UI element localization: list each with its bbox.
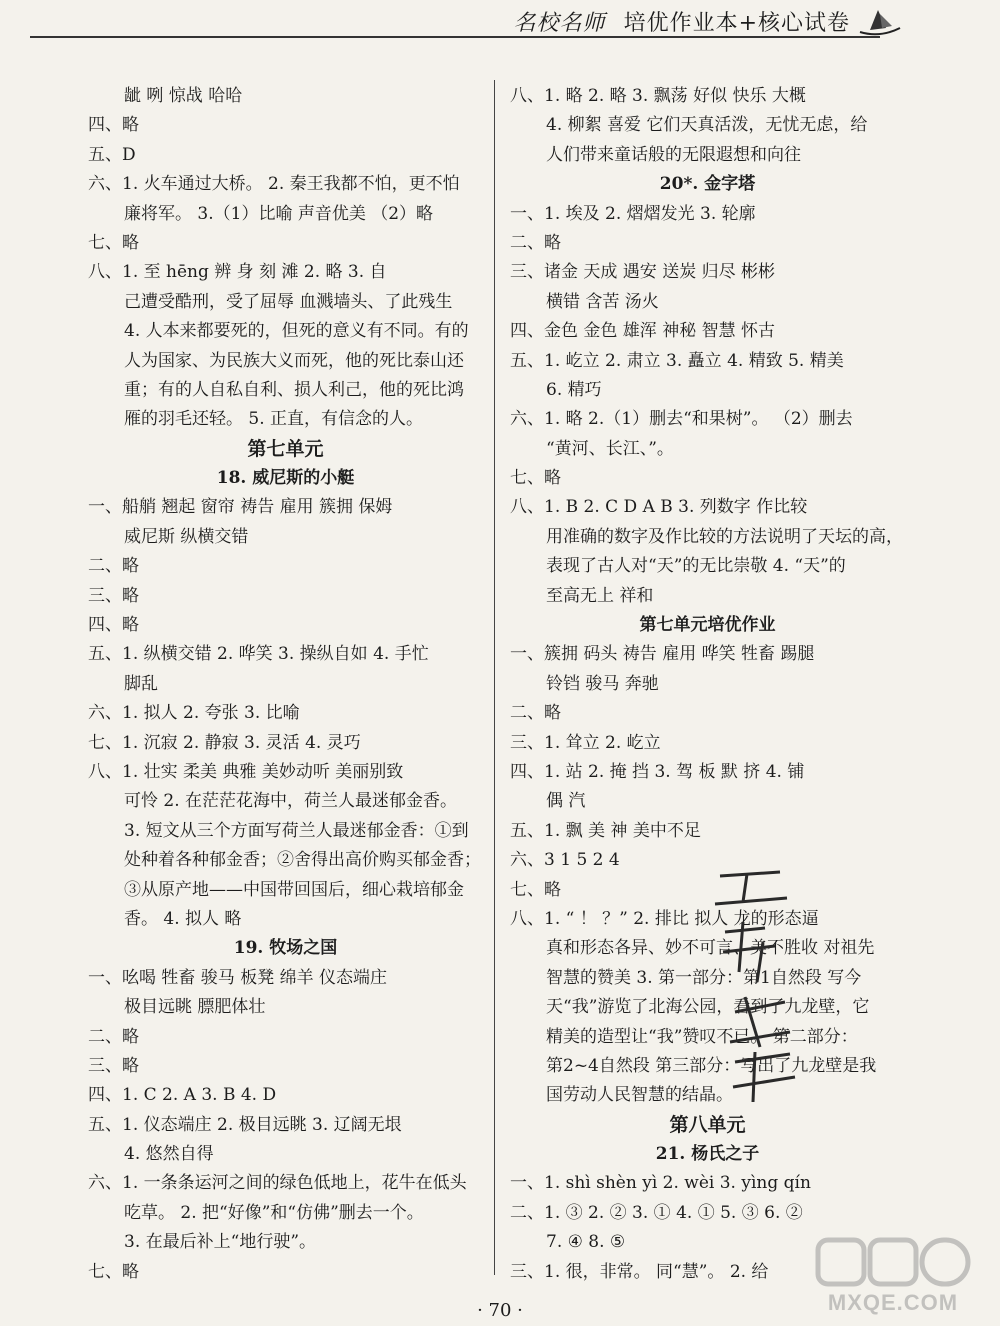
answer-line: 四、金色 金色 雄浑 神秘 智慧 怀古 [510, 321, 776, 342]
answer-line: 重；有的人自私自利、损人利己，他的死比鸿 [124, 379, 464, 400]
answer-line: 三、1. 很，非常。 同“慧”。 2. 给 [510, 1261, 769, 1282]
answer-line: 廉将军。 3.（1）比喻 声音优美 （2）略 [124, 203, 434, 224]
answer-line: 二、略 [510, 232, 561, 253]
answer-line: 3. 短文从三个方面写荷兰人最迷郁金香：①到 [124, 820, 469, 841]
answer-line: 偶 汽 [546, 791, 586, 812]
answer-line: 二、略 [510, 703, 561, 724]
section-heading: 第七单元培优作业 [639, 615, 776, 636]
answer-line: 龇 咧 惊战 哈哈 [124, 86, 243, 106]
answer-line: 一、船艄 翘起 窗帘 祷告 雇用 簇拥 保姆 [88, 497, 393, 518]
left-column [88, 82, 483, 1287]
answer-line: 四、1. 站 2. 掩 挡 3. 驾 板 默 挤 4. 铺 [510, 761, 805, 782]
answer-line: 三、诸金 天成 遇安 送炭 归尽 彬彬 [510, 262, 776, 283]
answer-line: 雁的羽毛还轻。 5. 正直，有信念的人。 [124, 409, 424, 430]
unit-heading: 第七单元 [247, 437, 324, 460]
answer-line: 六、3 1 5 2 4 [510, 850, 620, 871]
answer-line: 横错 含苦 汤火 [546, 291, 659, 312]
answer-line: 五、1. 仪态端庄 2. 极目远眺 3. 辽阔无垠 [88, 1114, 402, 1135]
answer-line: 智慧的赞美 3. 第一部分：第1自然段 写今 [546, 967, 862, 988]
answer-line: 五、1. 屹立 2. 肃立 3. 矗立 4. 精致 5. 精美 [510, 350, 844, 371]
answer-line: 三、略 [88, 1055, 139, 1076]
answer-line: 五、D [88, 144, 136, 165]
section-heading: 20*. 金字塔 [659, 174, 756, 195]
answer-line: 六、1. 拟人 2. 夸张 3. 比喻 [88, 703, 300, 724]
answer-line: 一、1. shì shèn yì 2. wèi 3. yìng qín [510, 1173, 811, 1194]
answer-line: 六、1. 一条条运河之间的绿色低地上，花牛在低头 [88, 1173, 467, 1194]
answer-line: 真和形态各异、妙不可言、美不胜收 对祖先 [546, 938, 875, 959]
answer-line: 4. 柳絮 喜爱 它们天真活泼，无忧无虑，给 [546, 115, 868, 136]
answer-line: 香。 4. 拟人 略 [124, 908, 242, 929]
answer-line: 极目远眺 膘肥体壮 [124, 997, 266, 1018]
answer-line: 4. 悠然自得 [124, 1144, 214, 1165]
answer-line: 铃铛 骏马 奔驰 [546, 673, 659, 694]
answer-line: 4. 人本来都要死的，但死的意义有不同。有的 [124, 321, 469, 342]
answer-line: 至高无上 祥和 [546, 585, 654, 606]
answer-line: 八、1. 略 2. 略 3. 飘荡 好似 快乐 大概 [510, 86, 806, 106]
answer-line: 四、略 [88, 615, 139, 636]
answer-line: 表现了古人对“天”的无比崇敬 4. “天”的 [546, 556, 846, 577]
answer-line: 第2~4自然段 第三部分：写出了九龙壁是我 [546, 1055, 877, 1076]
answer-line: 精美的造型让“我”赞叹不已。 第二部分： [546, 1026, 858, 1047]
header-text [514, 6, 850, 37]
header-rule [30, 36, 880, 38]
answer-line: 处种着各种郁金香；②舍得出高价购买郁金香； [124, 850, 481, 871]
answer-line: 一、1. 埃及 2. 熠熠发光 3. 轮廓 [510, 203, 756, 224]
watermark [808, 1234, 978, 1318]
answer-line: 八、1. 壮实 柔美 典雅 美妙动听 美丽别致 [88, 761, 404, 782]
answer-line: 二、略 [88, 1026, 139, 1047]
handwritten-marks-icon [705, 862, 815, 1112]
answer-line: 可怜 2. 在茫茫花海中，荷兰人最迷郁金香。 [124, 791, 458, 812]
answer-line: 七、略 [510, 879, 561, 900]
answer-line: 3. 在最后补上“地行驶”。 [124, 1232, 317, 1253]
answer-line: 用准确的数字及作比较的方法说明了天坛的高， [546, 526, 903, 547]
answer-line: 人为国家、为民族大义而死，他的死比泰山还 [124, 350, 464, 371]
answer-line: 人们带来童话般的无限遐想和向往 [546, 144, 801, 165]
answer-line: 五、1. 飘 美 神 美中不足 [510, 820, 701, 841]
answer-line: 二、1. ③ 2. ② 3. ① 4. ① 5. ③ 6. ② [510, 1202, 803, 1223]
answer-line: 三、略 [88, 585, 139, 606]
section-heading: 21. 杨氏之子 [655, 1144, 760, 1165]
answer-line: 一、吆喝 牲畜 骏马 板凳 绵羊 仪态端庄 [88, 967, 388, 988]
answer-line: 脚乱 [124, 673, 158, 694]
page-number: · 70 · [477, 1300, 523, 1321]
answer-line: 五、1. 纵横交错 2. 哗笑 3. 操纵自如 4. 手忙 [88, 644, 429, 665]
answer-line: ③从原产地——中国带回国后，细心栽培郁金 [124, 879, 464, 900]
answer-line: 国劳动人民智慧的结晶。 [546, 1085, 733, 1106]
answer-line: 八、1. B 2. C D A B 3. 列数字 作比较 [510, 497, 808, 518]
answer-line: 六、1. 略 2.（1）删去“和果树”。 （2）删去 [510, 409, 853, 430]
column-divider [494, 80, 495, 1275]
answer-line: 七、1. 沉寂 2. 静寂 3. 灵活 4. 灵巧 [88, 732, 361, 753]
answer-line: 七、略 [510, 468, 561, 489]
header-title: 培优作业本+核心试卷 [623, 11, 850, 36]
section-heading: 19. 牧场之国 [233, 938, 338, 959]
answer-line: 7. ④ 8. ⑤ [546, 1232, 626, 1253]
page-header [0, 0, 1000, 44]
answer-line: 吃草。 2. 把“好像”和“仿佛”删去一个。 [124, 1202, 424, 1223]
watermark-text: MXQE.COM [827, 1290, 959, 1315]
answer-line: 八、1. “ ！ ？” 2. 排比 拟人 龙的形态逼 [510, 908, 819, 929]
answer-line: 一、簇拥 码头 祷告 雇用 哗笑 牲畜 踢腿 [510, 644, 815, 665]
answer-line: 六、1. 火车通过大桥。 2. 秦王我都不怕，更不怕 [88, 174, 460, 195]
answer-line: 己遭受酷刑，受了屈辱 血溅墙头、了此残生 [124, 291, 453, 312]
answer-line: 八、1. 至 hēng 辨 身 刻 滩 2. 略 3. 自 [88, 262, 387, 283]
answer-line: 三、1. 耸立 2. 屹立 [510, 732, 661, 753]
section-heading: 18. 威尼斯的小艇 [216, 468, 355, 489]
answer-line: 二、略 [88, 556, 139, 577]
answer-line: 四、1. C 2. A 3. B 4. D [88, 1085, 277, 1106]
answer-line: 七、略 [88, 1261, 139, 1282]
unit-heading: 第八单元 [669, 1113, 746, 1136]
answer-line: 威尼斯 纵横交错 [124, 526, 249, 547]
answer-line: 四、略 [88, 115, 139, 136]
answer-line: 天“我”游览了北海公园，看到了九龙壁，它 [546, 997, 870, 1018]
boat-logo-icon [856, 4, 904, 40]
header-brand: 名校名师 [513, 11, 606, 36]
watermark-logo-icon [808, 1234, 978, 1292]
answer-line: “黄河、长江、”。 [546, 438, 674, 459]
answer-line: 6. 精巧 [546, 379, 602, 400]
answer-line: 七、略 [88, 232, 139, 253]
